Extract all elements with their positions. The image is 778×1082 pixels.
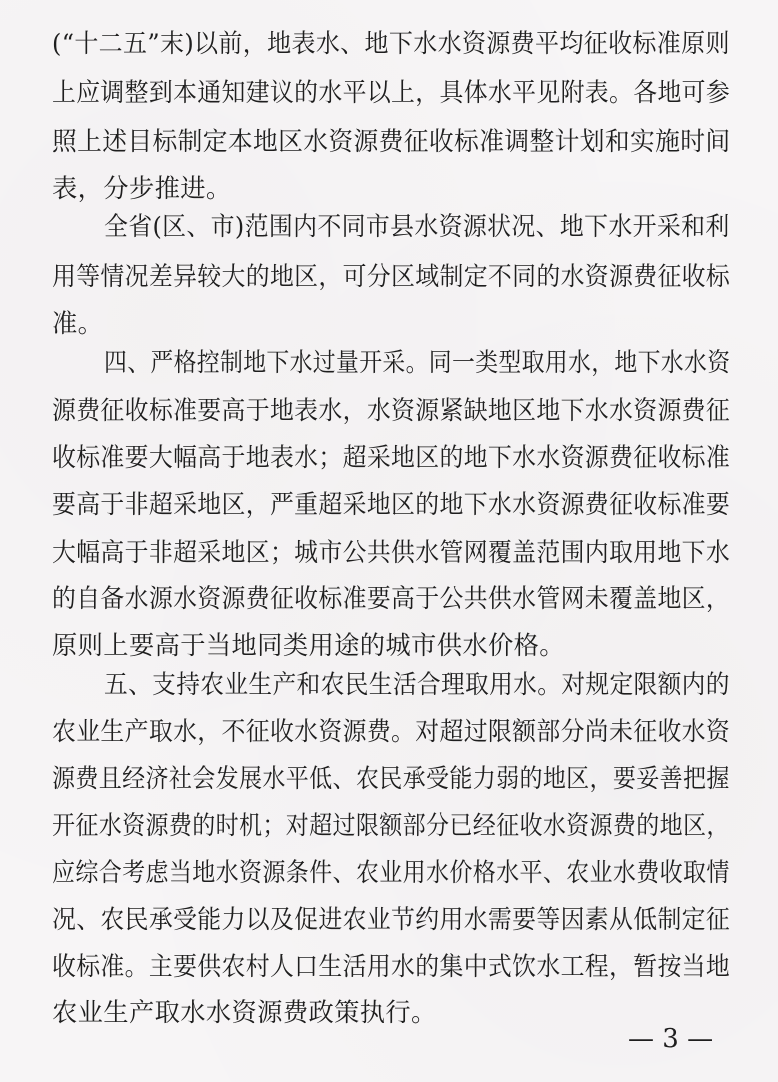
text-line: 况、农民承受能力以及促进农业节约用水需要等因素从低制定征: [52, 905, 731, 934]
text-line: 大幅高于非超采地区；城市公共供水管网覆盖范围内取用地下水: [52, 538, 731, 567]
text-line: 应综合考虑当地水资源条件、农业用水价格水平、农业水费收取情: [52, 858, 730, 887]
text-line: 原则上要高于当地同类用途的城市供水价格。: [52, 631, 565, 660]
text-line: 农业生产取水水资源费政策执行。: [52, 998, 437, 1027]
text-line: 源费征收标准要高于地表水，水资源紧缺地区地下水水资源费征: [52, 396, 731, 425]
paragraph-first-line: 全省(区、市)范围内不同市县水资源状况、地下水开采和利: [104, 212, 730, 241]
text-line: 收标准。主要供农村人口生活用水的集中式饮水工程，暂按当地: [52, 952, 731, 981]
text-line: 收标准要大幅高于地表水；超采地区的地下水水资源费征收标准: [52, 443, 731, 472]
text-line: 用等情况差异较大的地区，可分区域制定不同的水资源费征收标: [52, 262, 731, 291]
section-four-heading-line: 四、严格控制地下水过量开采。同一类型取用水，地下水水资: [104, 348, 731, 377]
text-line: 农业生产取水，不征收水资源费。对超过限额部分尚未征收水资: [52, 717, 731, 746]
text-line: 表，分步推进。: [52, 174, 232, 203]
text-line: 的自备水源水资源费征收标准要高于公共供水管网未覆盖地区，: [52, 584, 731, 613]
text-line: 照上述目标制定本地区水资源费征收标准调整计划和实施时间: [52, 127, 731, 156]
text-line: 上应调整到本通知建议的水平以上，具体水平见附表。各地可参: [52, 78, 731, 107]
text-line: 源费且经济社会发展水平低、农民承受能力弱的地区，要妥善把握: [52, 764, 730, 793]
text-line: 开征水资源费的时机；对超过限额部分已经征收水资源费的地区，: [52, 811, 730, 840]
section-five-heading-line: 五、支持农业生产和农民生活合理取用水。对规定限额内的: [104, 670, 730, 699]
text-line: 准。: [52, 309, 104, 338]
text-line: 要高于非超采地区，严重超采地区的地下水水资源费征收标准要: [52, 490, 731, 519]
text-line: (“十二五”末)以前，地表水、地下水水资源费平均征收标准原则: [52, 29, 730, 58]
page-number: — 3 —: [628, 1024, 714, 1054]
